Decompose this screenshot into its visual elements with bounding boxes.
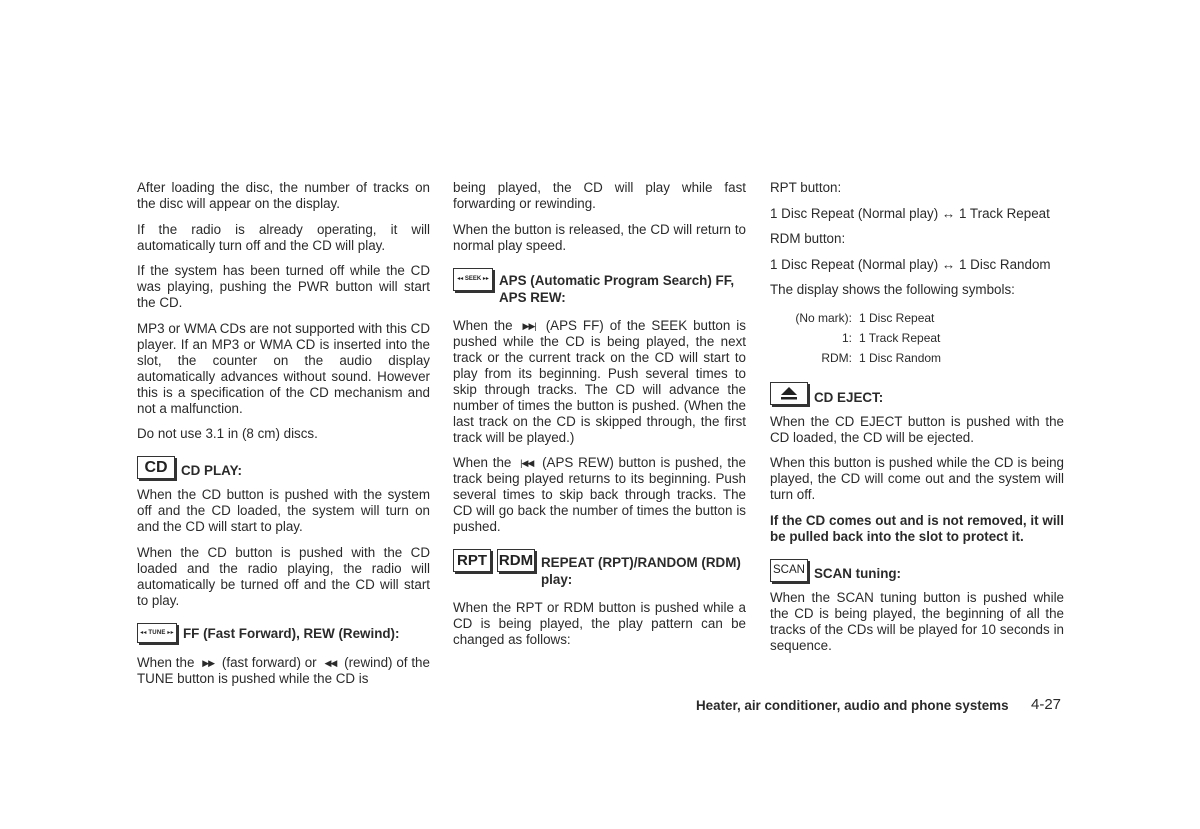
cd-play-heading (137, 456, 430, 479)
paragraph: Do not use 3.1 in (8 cm) discs. (137, 426, 318, 441)
column-3 (770, 180, 1064, 663)
symbol-value: 1 Track Repeat (859, 330, 941, 345)
scan-heading (770, 559, 1064, 582)
paragraph: When the CD EJECT button is pushed with the CD loaded, the CD will be ejected. (770, 413, 1064, 445)
cd-eject-heading (770, 382, 1064, 406)
paragraph (137, 655, 430, 687)
symbol-key: RDM: (821, 350, 852, 365)
page-number: 4-27 (1031, 696, 1062, 713)
scan-button-icon: SCAN (770, 559, 808, 582)
fast-forward-icon: ▶▶ (202, 657, 215, 668)
paragraph: When the SCAN tuning button is pushed while the CD is being played, the beginning of all the tracks of the CDs will be played for 10 seconds in sequence. (770, 589, 1064, 653)
aps-ff-icon: ▶▶| (522, 320, 536, 331)
symbol-table (770, 308, 1064, 368)
paragraph: When the button is released, the CD will return to normal play speed. (453, 221, 746, 253)
paragraph: The display shows the following symbols: (770, 282, 1015, 297)
column-1 (137, 180, 430, 696)
paragraph (453, 455, 746, 535)
heading-text: CD PLAY: (181, 463, 243, 478)
column-2 (453, 180, 746, 658)
eject-icon-graphic (780, 386, 798, 400)
text: When the (453, 455, 512, 470)
paragraph: When this button is pushed while the CD is being played, the CD will come out and the system will turn off. (770, 455, 1064, 502)
paragraph: 1 Disc Repeat (Normal play) ↔ 1 Disc Random (770, 256, 1051, 272)
aps-rew-icon: |◀◀ (520, 458, 534, 468)
paragraph: When the CD button is pushed with the CD loaded and the radio playing, the radio will automatically be turned off and the CD will start to play. (137, 544, 430, 608)
rewind-icon: ◀◀ (324, 657, 337, 668)
paragraph: RPT button: (770, 180, 842, 195)
heading-text: SCAN tuning: (814, 565, 902, 581)
paragraph: When the CD button is pushed with the system off and the CD loaded, the system will turn on and the CD will start to play. (137, 487, 430, 534)
symbol-row (770, 328, 1064, 348)
paragraph: If the system has been turned off while the CD was playing, pushing the PWR button will start the CD. (137, 263, 430, 310)
symbol-value: 1 Disc Repeat (859, 310, 935, 325)
paragraph: After loading the disc, the number of tracks on the disc will appear on the display. (137, 180, 430, 211)
rpt-button-icon: RPT (453, 549, 491, 572)
warning-text: If the CD comes out and is not removed, it will be pulled back into the slot to protect it. (770, 512, 1064, 544)
tune-button-icon: ◂◂ TUNE ▸▸ (137, 623, 177, 643)
paragraph: 1 Disc Repeat (Normal play) ↔ 1 Track Repeat (770, 205, 1050, 221)
paragraph (453, 318, 746, 446)
heading-text: REPEAT (RPT)/RANDOM (RDM) play: (541, 555, 741, 587)
symbol-row (770, 348, 1064, 368)
ff-rew-heading (137, 623, 430, 643)
text: (APS REW) button is pushed, the track being played returns to its beginning. Push several times to skip back through tracks. The CD will go back the number of times the button is pushed. (453, 455, 746, 534)
text: (rewind) of the TUNE button is pushed while the CD is (137, 654, 430, 686)
heading-text: FF (Fast Forward), REW (Rewind): (183, 625, 400, 641)
paragraph: being played, the CD will play while fast forwarding or rewinding. (453, 180, 746, 211)
cd-button-icon: CD (137, 456, 175, 479)
eject-icon (770, 382, 808, 405)
text: When the (453, 317, 513, 333)
rdm-button-icon: RDM (497, 549, 535, 572)
aps-heading (453, 268, 746, 306)
symbol-key: (No mark): (795, 310, 852, 325)
text: When the (137, 654, 195, 670)
repeat-random-heading (453, 549, 746, 588)
paragraph: RDM button: (770, 231, 846, 246)
text: (APS FF) of the SEEK button is pushed while the CD is being played, the next track or the current track on the CD will start to play from its beginning. Push several times to skip through tracks. The CD will advance the number of times the button is pushed. (When the last track on the CD is skipped through, the first track will be played.) (453, 317, 746, 445)
footer-section-title: Heater, air conditioner, audio and phone systems (696, 698, 1009, 713)
heading-text: APS (Automatic Program Search) FF, APS REW: (499, 272, 735, 305)
symbol-value: 1 Disc Random (859, 350, 942, 365)
paragraph: When the RPT or RDM button is pushed while a CD is being played, the play pattern can be changed as follows: (453, 600, 746, 647)
text: (fast forward) or (221, 654, 317, 670)
heading-text: CD EJECT: (814, 389, 884, 405)
seek-button-icon: ◂◂ SEEK ▸▸ (453, 268, 493, 291)
paragraph: MP3 or WMA CDs are not supported with this CD player. If an MP3 or WMA CD is inserted into the slot, the counter on the audio display automatically advances without sound. However this is a specification of the CD mechanism and not a malfunction. (137, 320, 430, 416)
paragraph: If the radio is already operating, it will automatically turn off and the CD will play. (137, 221, 430, 253)
symbol-key: 1: (841, 330, 852, 345)
symbol-row (770, 308, 1064, 328)
